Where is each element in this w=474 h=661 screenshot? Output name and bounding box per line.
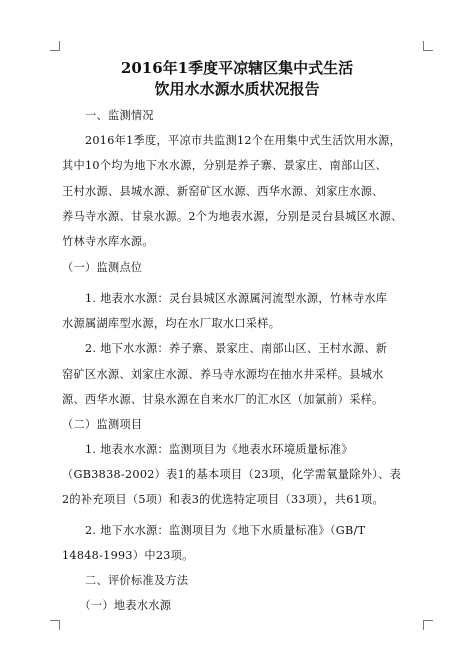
body-line: 2. 地下水水源：养子寨、景家庄、南部山区、王村水源、新: [62, 342, 388, 355]
subheading-surface-water: （一）地表水水源: [62, 599, 172, 612]
crop-mark-bottom-right: [423, 620, 433, 630]
crop-mark-top-left: [50, 41, 60, 51]
body-line: 水源属湖库型水源，均在水厂取水口采样。: [62, 317, 281, 330]
body-line: 竹林寺水库水源。: [62, 235, 154, 248]
body-line: 2的补充项目（5项）和表3的优选特定项目（33项），共61项。: [62, 493, 385, 506]
body-line: 1. 地表水水源：灵台县城区水源属河流型水源，竹林寺水库: [62, 292, 388, 305]
body-line: 1. 地表水水源：监测项目为《地表水环境质量标准》: [62, 443, 353, 456]
report-title-line-1: 2016年1季度平凉辖区集中式生活: [120, 59, 354, 77]
body-line: （GB3838-2002）表1的基本项目（23项，化学需氧量除外）、表: [62, 468, 402, 481]
body-line: 2016年1季度，平凉市共监测12个在用集中式生活饮用水源，: [62, 134, 402, 147]
body-line: 王村水源、县城水源、新窑矿区水源、西华水源、刘家庄水源、: [62, 185, 384, 198]
section-heading-evaluation: 二、评价标准及方法: [62, 574, 189, 587]
body-line: 源、西华水源、甘泉水源在自来水厂的汇水区（加氯前）采样。: [62, 393, 384, 406]
body-line: 其中10个均为地下水水源，分别是养子寨、景家庄、南部山区、: [62, 159, 387, 172]
crop-mark-bottom-left: [50, 620, 60, 630]
report-title-line-2: 饮用水水源水质状况报告: [154, 80, 320, 98]
section-heading-monitoring: 一、监测情况: [62, 109, 154, 122]
body-line: 窑矿区水源、刘家庄水源、养马寺水源均在抽水井采样。县城水: [62, 368, 384, 381]
subheading-monitoring-items: （二）监测项目: [62, 418, 143, 431]
crop-mark-top-right: [423, 41, 433, 51]
body-line: 14848-1993）中23项。: [62, 549, 194, 562]
body-line: 2. 地下水水源：监测项目为《地下水质量标准》（GB/T: [62, 524, 366, 537]
subheading-monitoring-points: （一）监测点位: [62, 261, 143, 274]
body-line: 养马寺水源、甘泉水源。2个为地表水源，分别是灵台县城区水源、: [62, 210, 403, 223]
